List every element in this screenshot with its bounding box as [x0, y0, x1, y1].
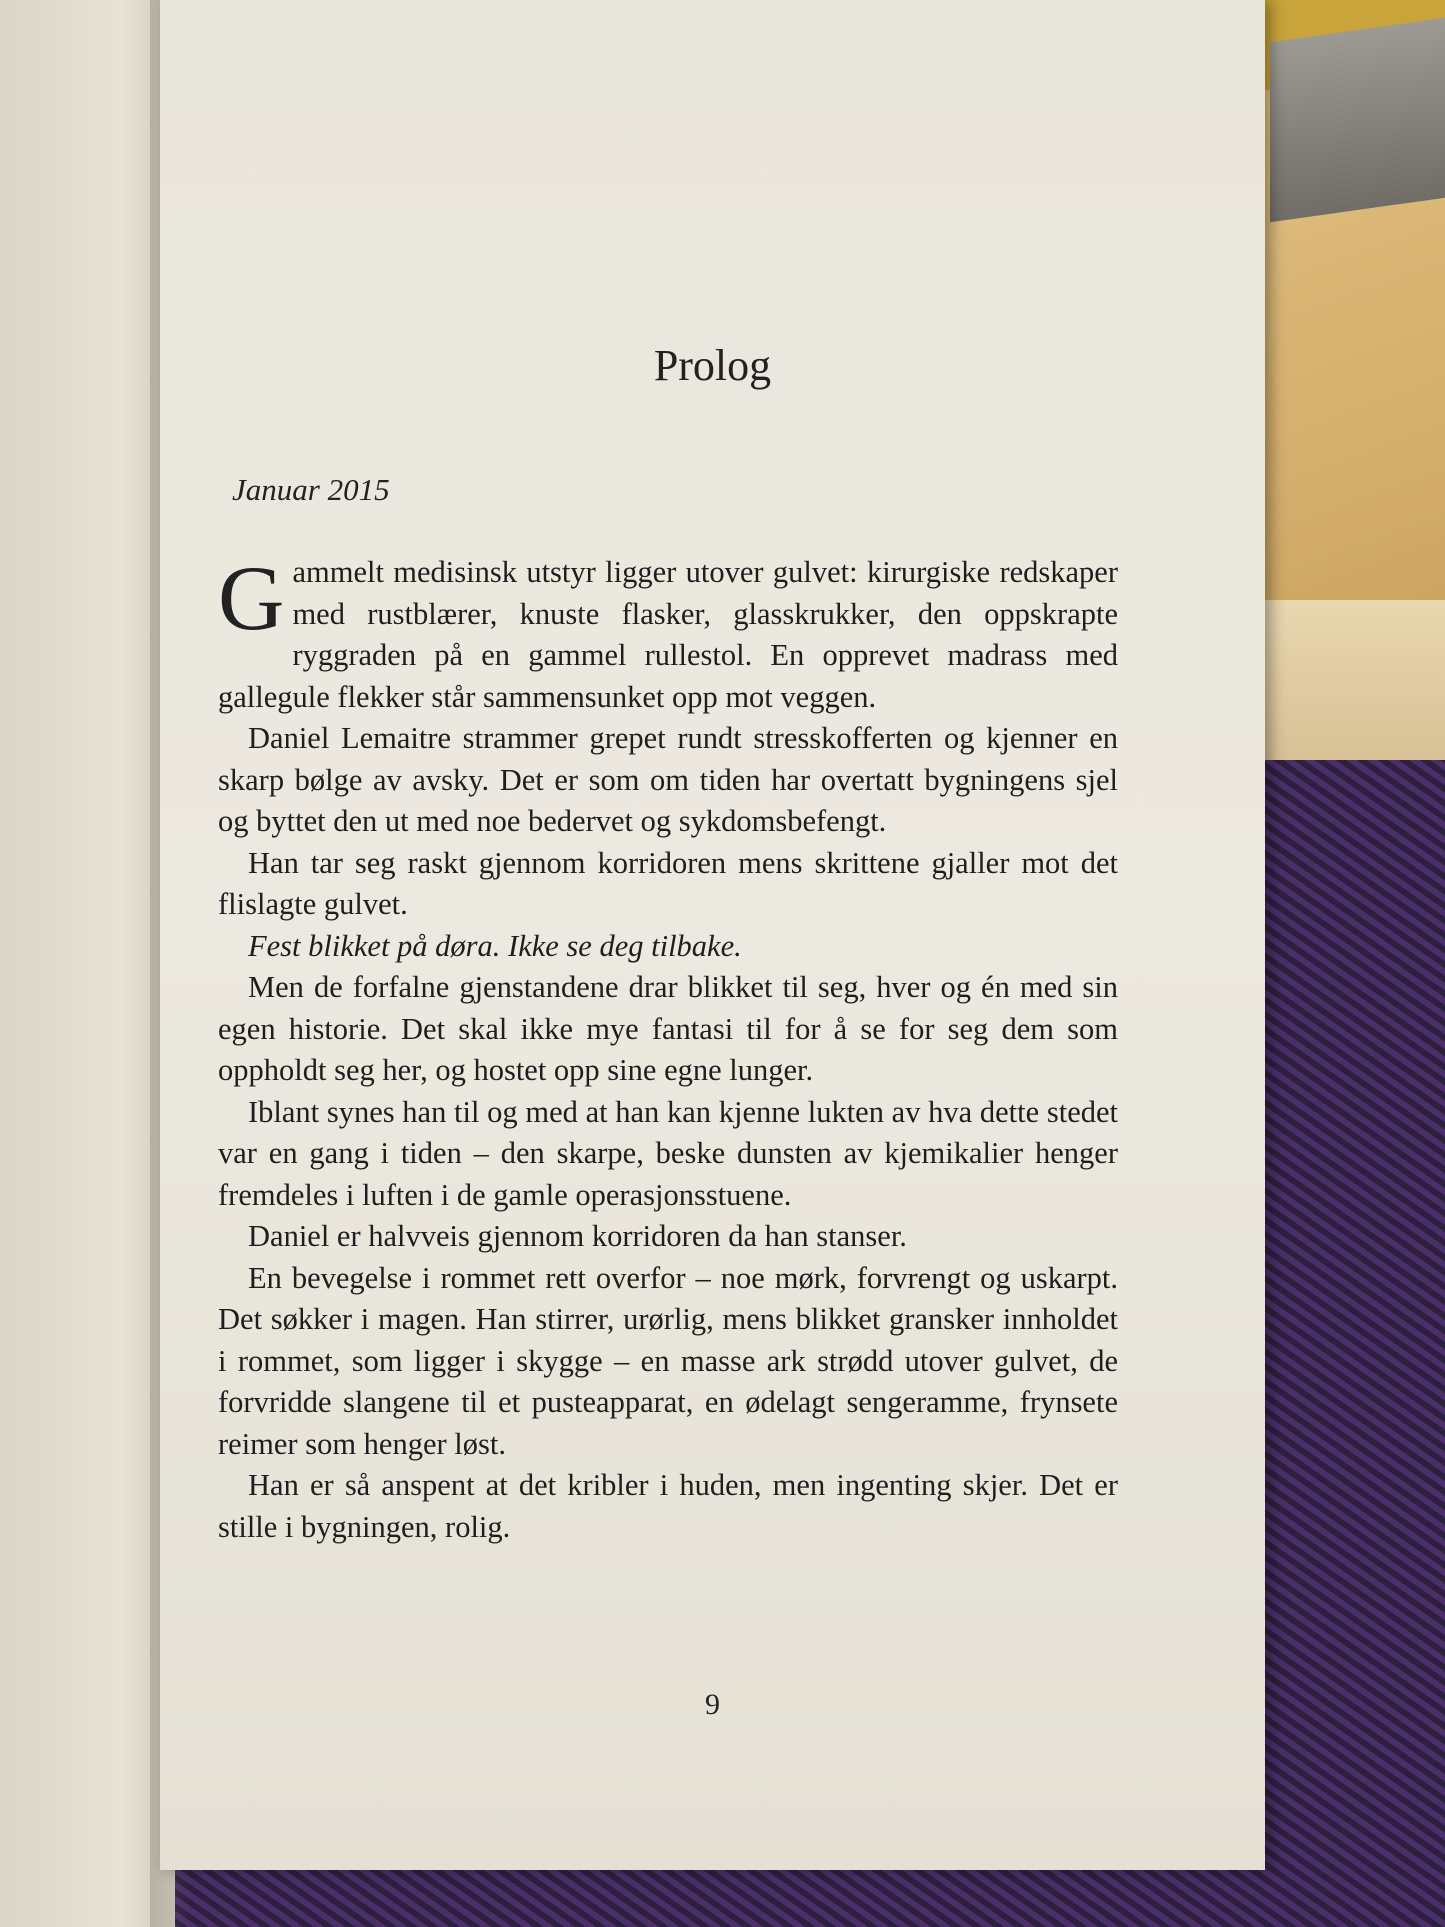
drop-cap: G: [218, 547, 285, 649]
paragraph: Han tar seg raskt gjennom korridoren mens skrittene gjaller mot det flislagte gulvet.: [218, 845, 1118, 921]
paragraph: Men de forfalne gjenstandene drar blikket til seg, hver og én med sin egen historie. Det skal ikke mye fantasi til for å se for seg dem som oppholdt seg her, og hostet opp sine egne lunger.: [218, 970, 1118, 1087]
page-number: 9: [705, 1688, 720, 1721]
paragraph: Daniel Lemaitre strammer grepet rundt stresskofferten og kjenner en skarp bølge av avsky. Det er som om tiden har overtatt bygningens sjel og byttet den ut med noe bedervet og sykdomsbefengt.: [218, 721, 1118, 838]
paragraph: Han er så anspent at det kribler i huden, men ingenting skjer. Det er stille i bygningen, rolig.: [218, 1468, 1118, 1544]
dateline: Januar 2015: [232, 472, 390, 507]
paragraph: Iblant synes han til og med at han kan kjenne lukten av hva dette stedet var en gang i tiden – den skarpe, beske dunsten av kjemikalier henger fremdeles i luften i de gamle operasjonsstuene.: [218, 1094, 1118, 1212]
paragraph-italic-thought: Fest blikket på døra. Ikke se deg tilbake.: [248, 928, 742, 963]
chapter-title: Prolog: [653, 341, 772, 390]
metal-bracket: [1270, 18, 1445, 223]
chapter-body: [218, 547, 1118, 1548]
facing-page: [0, 0, 175, 1927]
paragraph-1-text: ammelt medisinsk utstyr ligger utover gulvet: kirurgiske redskaper med rustblærer, knuste flasker, glasskrukker, den oppskrapte ryggraden på en gammel rullestol. En opprevet madrass med gallegule flekker står sammensunket opp mot veggen.: [218, 555, 1118, 714]
paragraph: En bevegelse i rommet rett overfor – noe mørk, forvrengt og uskarpt. Det søkker i magen. Han stirrer, urørlig, mens blikket gransker innholdet i rommet, som ligger i skygge – en masse ark strødd utover gulvet, de forvridde slangene til et pusteapparat, en ødelagt sengeramme, frynsete reimer som henger løst.: [218, 1260, 1118, 1461]
paragraph: Daniel er halvveis gjennom korridoren da han stanser.: [248, 1219, 907, 1253]
paragraph-1: [218, 547, 1118, 718]
book-page: [160, 0, 1265, 1870]
